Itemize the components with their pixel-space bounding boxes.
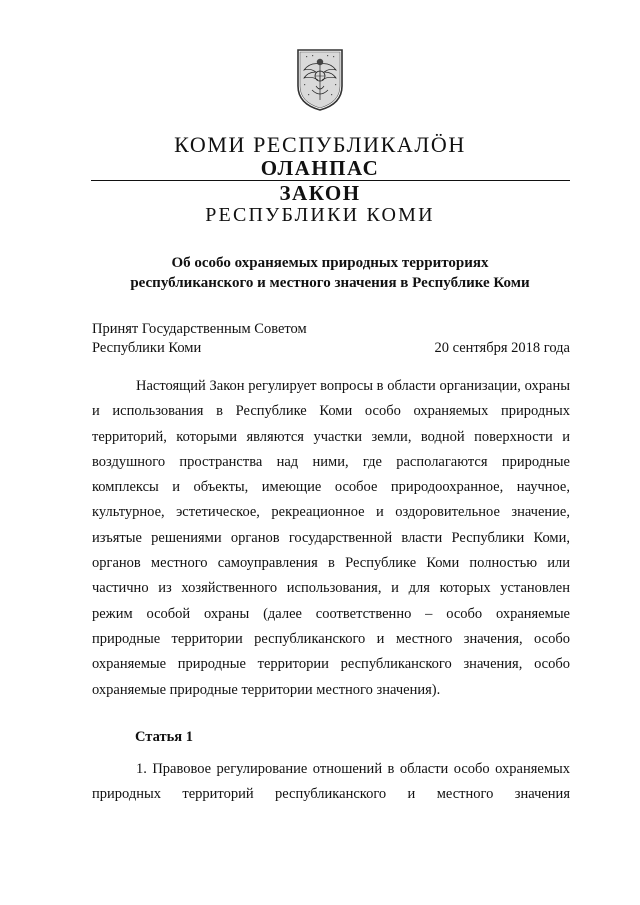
adoption-by-line-2: Республики Коми	[92, 340, 202, 356]
article-1-paragraph: 1. Правовое регулирование отношений в области особо охраняемых природных территорий республиканского и местного значения	[92, 761, 570, 803]
header-olanpas: ОЛАНПАС	[260, 156, 380, 180]
coat-of-arms-icon	[294, 46, 346, 112]
header-komi-line: КОМИ РЕСПУБЛИКАЛÖН	[174, 132, 466, 157]
header-republic: РЕСПУБЛИКИ КОМИ	[205, 204, 435, 226]
adoption-by-line-1: Принят Государственным Советом	[92, 321, 307, 337]
law-title-line-1: Об особо охраняемых природных территориях	[171, 255, 489, 271]
adoption-block	[92, 320, 332, 358]
preamble-paragraph: Настоящий Закон регулирует вопросы в области организации, охраны и использования в Республике Коми особо охраняемых природных территорий, которыми являются участки земли, водной поверхности и воздушного пространства над ними, где располагаются природные комплексы и объекты, имеющие особое природоохранное, научное, культурное, эстетическое, рекреационное и оздоровительное значение, изъятые решениями органов государственной власти Республики Коми, органов местного самоуправления в Республике Коми полностью или частично из хозяйственного использования, и для которых установлен режим особой охраны (далее соответственно – особо охраняемые природные территории республиканского и местного значения, особо охраняемые природные территории республиканского значения, особо охраняемые природные территории местного значения).	[92, 378, 570, 698]
adoption-date: 20 сентября 2018 года	[434, 340, 570, 356]
article-1-heading: Статья 1	[135, 729, 193, 745]
law-title-line-2: республиканского и местного значения в Республике Коми	[130, 275, 530, 291]
header-zakon: ЗАКОН	[279, 181, 361, 205]
